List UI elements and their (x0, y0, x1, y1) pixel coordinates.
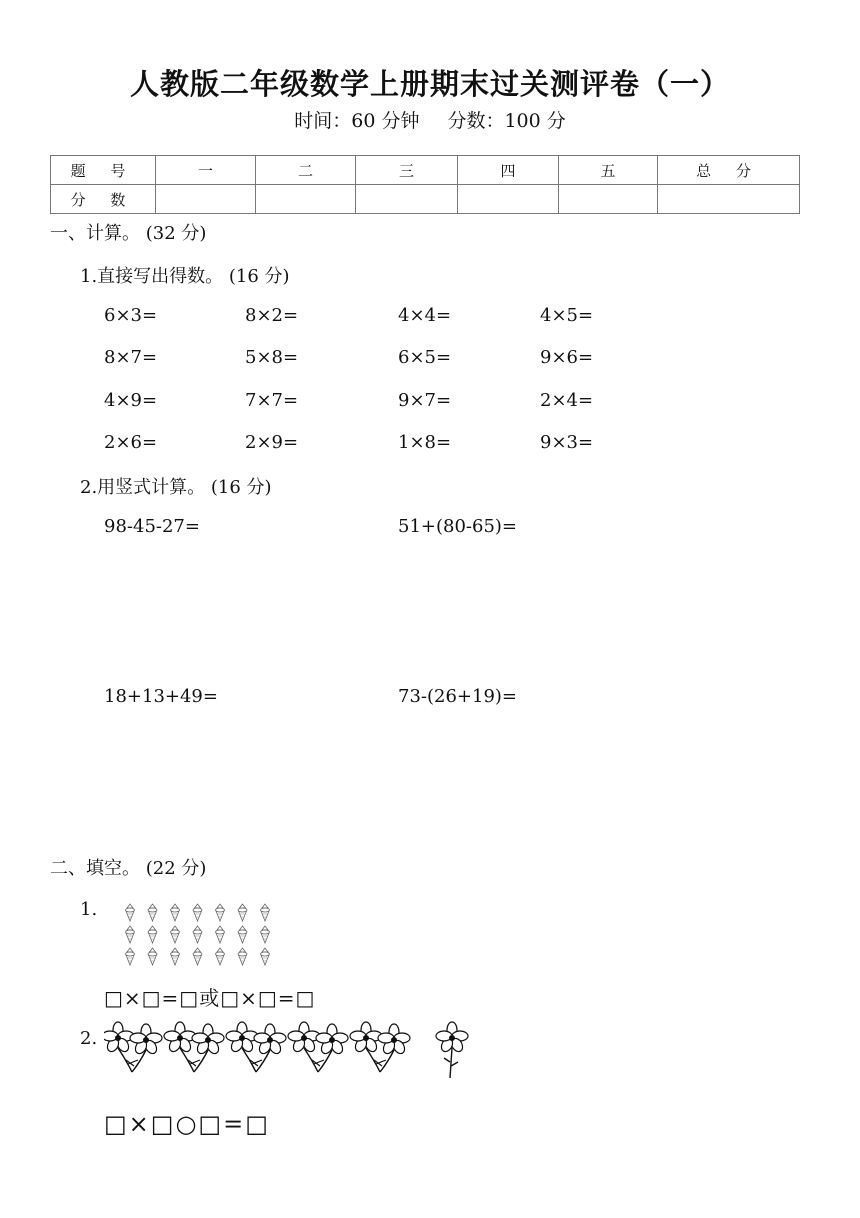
flower-pair (350, 1022, 410, 1072)
time-limit: 时间：60 分钟 (294, 110, 420, 132)
math-problem: 2×6= (104, 432, 158, 453)
flower-picture-row (104, 1020, 476, 1082)
cone-figure (171, 948, 180, 965)
math-problem: 9×7= (398, 390, 452, 411)
cone-figure (238, 926, 247, 943)
cone-figure (148, 948, 157, 965)
cone-figure (261, 904, 270, 921)
score-cell[interactable] (256, 185, 356, 214)
vertical-calc-problem: 51+(80-65)= (398, 516, 518, 537)
math-problem: 4×5= (540, 305, 594, 326)
math-problem: 4×9= (104, 390, 158, 411)
header-part-2: 二 (256, 156, 356, 185)
vertical-calc-problem: 18+13+49= (104, 686, 218, 707)
fill-answer-template-2[interactable]: □×□○□=□ (104, 1110, 270, 1138)
flower-figures-image (104, 1020, 476, 1082)
cone-figure (216, 926, 225, 943)
flower-pair (288, 1022, 348, 1072)
math-problem: 5×8= (245, 347, 299, 368)
cone-figure (148, 926, 157, 943)
cone-figure (171, 926, 180, 943)
score-table (50, 155, 800, 214)
header-part-5: 五 (559, 156, 658, 185)
cone-figure (238, 948, 247, 965)
total-score: 分数：100 分 (447, 110, 566, 132)
cone-figure (126, 904, 135, 921)
score-row-label: 分 数 (51, 185, 156, 214)
flower-pair (164, 1022, 224, 1072)
cone-figure (193, 948, 202, 965)
math-problem: 9×3= (540, 432, 594, 453)
flower-pair (226, 1022, 286, 1072)
cone-figure (261, 926, 270, 943)
cone-picture-grid (120, 902, 284, 972)
cone-figure (193, 904, 202, 921)
math-problem: 1×8= (398, 432, 452, 453)
fill-question-1-number: 1. (80, 899, 98, 920)
score-cell[interactable] (156, 185, 256, 214)
math-problem: 6×5= (398, 347, 452, 368)
score-table-score-row (51, 185, 800, 214)
score-cell[interactable] (559, 185, 658, 214)
math-problem: 4×4= (398, 305, 452, 326)
section-2-heading: 二、填空。 (22 分) (50, 858, 207, 879)
cone-figure (238, 904, 247, 921)
cone-figure (126, 948, 135, 965)
cone-figures-image (120, 902, 284, 972)
cone-figure (148, 904, 157, 921)
header-question-number: 题 号 (51, 156, 156, 185)
math-problem: 8×2= (245, 305, 299, 326)
score-cell[interactable] (658, 185, 800, 214)
header-total: 总 分 (658, 156, 800, 185)
cone-figure (193, 926, 202, 943)
score-cell[interactable] (356, 185, 458, 214)
vertical-calc-problem: 98-45-27= (104, 516, 200, 537)
section-1-heading: 一、计算。 (32 分) (50, 223, 207, 244)
score-cell[interactable] (458, 185, 559, 214)
cone-figure (261, 948, 270, 965)
math-problem: 7×7= (245, 390, 299, 411)
score-table-header-row (51, 156, 800, 185)
cone-figure (126, 926, 135, 943)
math-problem: 6×3= (104, 305, 158, 326)
vertical-calc-problem: 73-(26+19)= (398, 686, 518, 707)
fill-answer-template-1[interactable]: □×□=□或□×□=□ (104, 986, 316, 1010)
math-problem: 9×6= (540, 347, 594, 368)
question-2-heading: 2.用竖式计算。 (16 分) (80, 477, 272, 498)
math-problem: 8×7= (104, 347, 158, 368)
fill-question-2-number: 2. (80, 1028, 98, 1049)
math-problem: 2×9= (245, 432, 299, 453)
cone-figure (216, 948, 225, 965)
cone-figure (216, 904, 225, 921)
header-part-4: 四 (458, 156, 559, 185)
single-flower (436, 1022, 468, 1078)
question-1-heading: 1.直接写出得数。 (16 分) (80, 266, 290, 287)
cone-figure (171, 904, 180, 921)
header-part-1: 一 (156, 156, 256, 185)
header-part-3: 三 (356, 156, 458, 185)
exam-info (0, 106, 860, 133)
flower-pair (104, 1022, 162, 1072)
math-problem: 2×4= (540, 390, 594, 411)
page-title: 人教版二年级数学上册期末过关测评卷（一） (129, 67, 730, 101)
